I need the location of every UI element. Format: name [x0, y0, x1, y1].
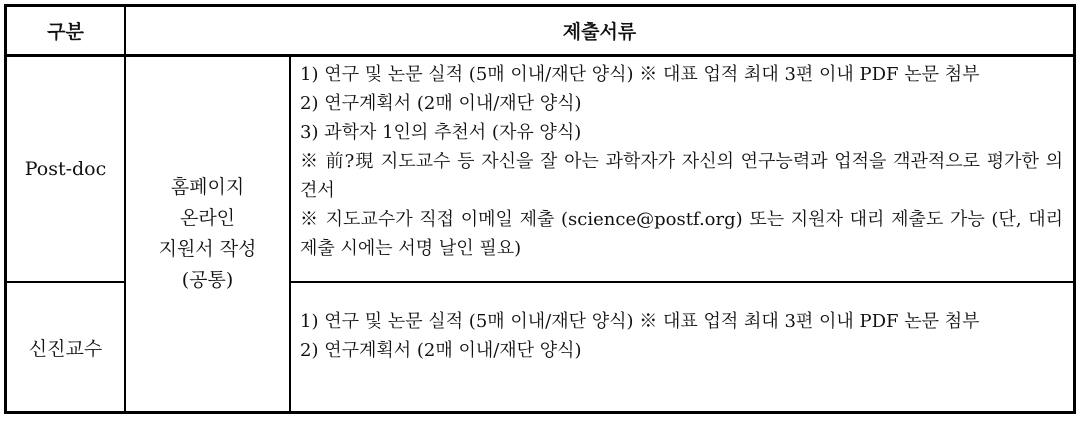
- method-line: 지원서 작성: [158, 238, 257, 260]
- method-line: 온라인: [179, 207, 236, 229]
- method-line: 홈페이지: [170, 176, 245, 198]
- submission-documents-table: [4, 4, 1076, 414]
- document-item: 1) 연구 및 논문 실적 (5매 이내/재단 양식) ※ 대표 업적 최대 3편 이내 PDF 논문 첨부: [300, 311, 980, 332]
- category-postdoc: Post-doc: [24, 158, 107, 180]
- header-documents: 제출서류: [562, 21, 637, 43]
- document-item: 3) 과학자 1인의 추천서 (자유 양식): [300, 122, 582, 143]
- category-new-professor: 신진교수: [28, 337, 103, 360]
- documents-new-professor: [291, 283, 1073, 411]
- document-item: 2) 연구계획서 (2매 이내/재단 양식): [300, 340, 582, 361]
- document-note: ※ 지도교수가 직접 이메일 제출 (science@postf.org) 또는 지원자 대리 제출도 가능 (단, 대리 제출 시에는 서명 날인 필요): [300, 209, 1063, 259]
- header-category: 구분: [47, 21, 84, 43]
- document-note: ※ 前?現 지도교수 등 자신을 잘 아는 과학자가 자신의 연구능력과 업적을 객관적으로 평가한 의견서: [300, 151, 1063, 201]
- method-line: (공통): [181, 269, 234, 291]
- document-item: 1) 연구 및 논문 실적 (5매 이내/재단 양식) ※ 대표 업적 최대 3편 이내 PDF 논문 첨부: [300, 64, 980, 85]
- submission-method: [126, 57, 289, 411]
- documents-postdoc: [291, 57, 1073, 281]
- document-item: 2) 연구계획서 (2매 이내/재단 양식): [300, 93, 582, 114]
